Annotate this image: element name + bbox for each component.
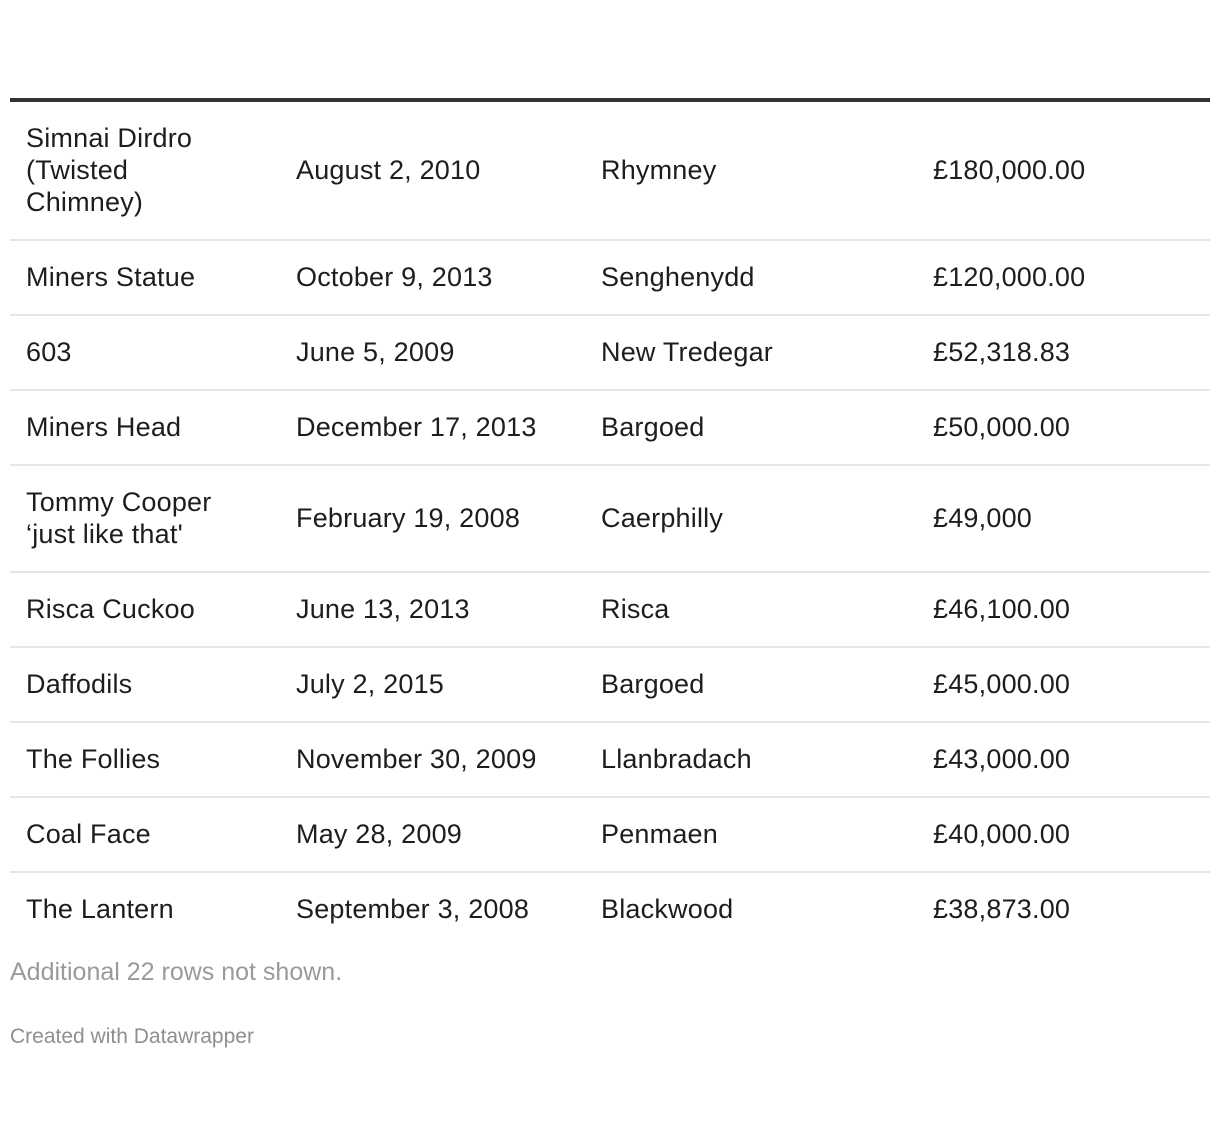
table-row	[10, 647, 1210, 722]
table-cell: October 9, 2013	[280, 240, 585, 315]
table-cell: Coal Face	[10, 797, 280, 872]
table-cell: July 2, 2015	[280, 647, 585, 722]
table-cell: £38,873.00	[933, 894, 1071, 924]
table-cell: June 13, 2013	[280, 572, 585, 647]
table-cell: Llanbradach	[585, 722, 917, 797]
table-row	[10, 465, 1210, 572]
table-row	[10, 722, 1210, 797]
table-cell: Bargoed	[585, 390, 917, 465]
table-cell: Tommy Cooper ‘just like that'	[10, 465, 280, 572]
datawrapper-table-widget	[10, 0, 1210, 1050]
table-cell: Risca Cuckoo	[10, 572, 280, 647]
table-cell: £49,000	[917, 465, 1210, 572]
table-cell: £120,000.00	[917, 240, 1210, 315]
table-row	[10, 390, 1210, 465]
table-cell: £50,000.00	[917, 390, 1210, 465]
table-cell: Bargoed	[585, 647, 917, 722]
table-cell: Penmaen	[585, 797, 917, 872]
table-cell: £52,318.83	[917, 315, 1210, 390]
table-cell: £46,100.00	[917, 572, 1210, 647]
table-cell: Risca	[585, 572, 917, 647]
table-cell: August 2, 2010	[280, 100, 585, 240]
table-header-area	[10, 0, 1210, 98]
table-cell: New Tredegar	[585, 315, 917, 390]
table-cell: The Follies	[10, 722, 280, 797]
rows-not-shown-note: Additional 22 rows not shown.	[10, 958, 343, 986]
table-cell: £40,000.00	[917, 797, 1210, 872]
datawrapper-credit: Created with Datawrapper	[10, 1025, 254, 1048]
table-cell: December 17, 2013	[280, 390, 585, 465]
table-cell: Daffodils	[10, 647, 280, 722]
table-cell: Blackwood	[601, 894, 734, 924]
table-cell: Simnai Dirdro (Twisted Chimney)	[10, 100, 280, 240]
table-cell: Miners Head	[10, 390, 280, 465]
table-cell: May 28, 2009	[280, 797, 585, 872]
table-cell: Miners Statue	[10, 240, 280, 315]
table-cell: The Lantern	[26, 894, 174, 924]
table-cell: Caerphilly	[585, 465, 917, 572]
table-row	[10, 572, 1210, 647]
table-cell: £43,000.00	[917, 722, 1210, 797]
table-row	[10, 315, 1210, 390]
table-cell: February 19, 2008	[280, 465, 585, 572]
table-cell: September 3, 2008	[296, 894, 530, 924]
table-body	[10, 100, 1210, 946]
table-row	[10, 872, 1210, 946]
table-cell: Senghenydd	[585, 240, 917, 315]
table-cell: June 5, 2009	[280, 315, 585, 390]
table-row	[10, 797, 1210, 872]
data-table	[10, 98, 1210, 946]
table-cell: £180,000.00	[917, 100, 1210, 240]
table-row	[10, 100, 1210, 240]
table-cell: November 30, 2009	[280, 722, 585, 797]
table-row	[10, 240, 1210, 315]
table-cell: 603	[10, 315, 280, 390]
table-cell: Rhymney	[585, 100, 917, 240]
table-cell: £45,000.00	[917, 647, 1210, 722]
